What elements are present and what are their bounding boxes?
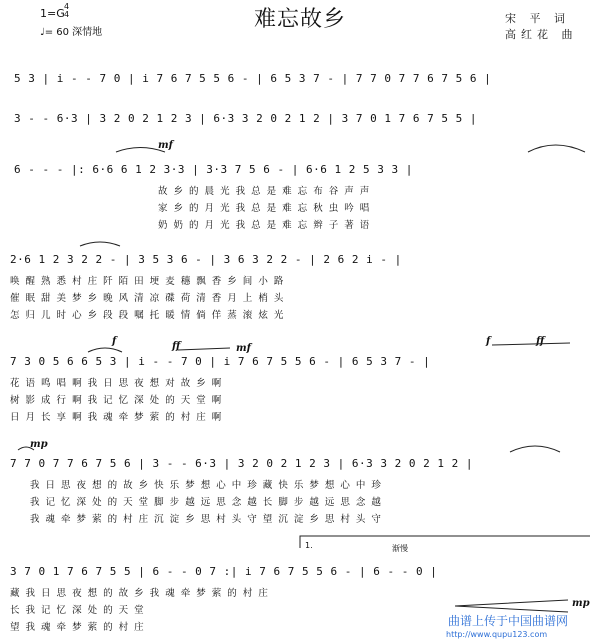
lyric-row-3-verse-1: 故 乡 的 晨 光 我 总 是 难 忘 布 谷 声 声	[158, 186, 371, 197]
slur-3	[80, 242, 120, 246]
time-denominator: 4	[64, 10, 70, 19]
lyric-row-3-verse-2: 家 乡 的 月 光 我 总 是 难 忘 秋 虫 吟 唱	[158, 203, 371, 214]
notation-row-7: 3 7 0 1 7 6 7 5 5 | 6 - - 0 7 :| i 7 6 7 5 5 6 - | 6 - - 0 |	[10, 565, 438, 578]
lyric-row-7-verse-3: 望 我 魂 牵 梦 萦 的 村 庄	[10, 622, 146, 633]
lyric-row-6-verse-3: 我 魂 牵 梦 萦 的 村 庄 沉 淀 乡 思 村 头 守 望 沉 淀 乡 思 村 头 守	[30, 514, 383, 525]
lyric-row-5-verse-1: 花 语 鸣 唱 啊 我 日 思 夜 想 对 故 乡 啊	[10, 378, 223, 389]
lyric-row-5-verse-3: 日 月 长 享 啊 我 魂 牵 梦 萦 的 村 庄 啊	[10, 412, 223, 423]
slur-2	[528, 145, 585, 152]
lyric-row-3-verse-3: 奶 奶 的 月 光 我 总 是 难 忘 辫 子 著 语	[158, 220, 371, 231]
time-numerator: 4	[64, 2, 70, 11]
footer-site-name: 曲谱上传于中国曲谱网	[448, 614, 569, 628]
volta-bracket	[300, 536, 590, 548]
dynamic-mp-2: mp	[572, 598, 590, 609]
slur-5	[510, 446, 560, 452]
tempo-slowing-mark: 渐慢	[392, 544, 408, 553]
dynamic-mp-1: mp	[30, 439, 48, 450]
notation-row-4: 2·6 1 2 3 2 2 - | 3 5 3 6 - | 3 6 3 2 2 - | 2 6 2 i - |	[10, 253, 402, 266]
lyric-row-5-verse-2: 树 影 成 行 啊 我 记 忆 深 处 的 天 堂 啊	[10, 395, 223, 406]
dynamic-mf-1: mf	[158, 140, 173, 151]
dynamic-ff-2: ff	[536, 336, 545, 347]
decrescendo-hairpin	[455, 600, 568, 612]
slur-4	[88, 348, 122, 352]
key-signature: 1=G	[40, 7, 65, 20]
crescendo-line-2	[492, 343, 570, 345]
notation-row-3: 6 - - - |: 6·6 6 1 2 3·3 | 3·3 7 5 6 - | 6·6 1 2 5 3 3 |	[14, 163, 413, 176]
lyric-row-4-verse-2: 催 眠 甜 美 梦 乡 晚 风 清 凉 碟 荷 清 香 月 上 梢 头	[10, 293, 285, 304]
dynamic-f-2: f	[486, 336, 491, 347]
notation-row-2: 3 - - 6·3 | 3 2 0 2 1 2 3 | 6·3 3 2 0 2 1 2 | 3 7 0 1 7 6 7 5 5 |	[14, 112, 477, 125]
lyric-row-6-verse-1: 我 日 思 夜 想 的 故 乡 快 乐 梦 想 心 中 珍 藏 快 乐 梦 想 心 中 珍	[30, 480, 383, 491]
slur-1	[116, 148, 165, 153]
lyric-row-7-verse-1: 藏 我 日 思 夜 想 的 故 乡 我 魂 牵 梦 萦 的 村 庄	[10, 588, 270, 599]
lyricist-credit: 宋 平 词	[505, 12, 570, 25]
notation-row-6: 7 7 0 7 7 6 7 5 6 | 3 - - 6·3 | 3 2 0 2 1 2 3 | 6·3 3 2 0 2 1 2 |	[10, 457, 473, 470]
dynamic-mf-2: mf	[236, 343, 251, 354]
notation-row-1: 5 3 | i - - 7 0 | i 7 6 7 5 5 6 - | 6 5 3 7 - | 7 7 0 7 7 6 7 5 6 |	[14, 72, 492, 85]
slur-6	[18, 447, 34, 450]
crescendo-line-1	[178, 348, 230, 350]
ending-1-marker: 1.	[305, 541, 313, 550]
footer-url: http://www.qupu123.com	[446, 630, 548, 639]
dynamic-f-1: f	[112, 336, 117, 347]
composer-credit: 高红花 曲	[505, 28, 578, 41]
lyric-row-4-verse-1: 唤 醒 熟 悉 村 庄 阡 陌 田 埂 麦 穗 飘 香 乡 间 小 路	[10, 276, 285, 287]
lyric-row-6-verse-2: 我 记 忆 深 处 的 天 堂 脚 步 越 远 思 念 越 长 脚 步 越 远 思 念 越	[30, 497, 383, 508]
lyric-row-7-verse-2: 长 我 记 忆 深 处 的 天 堂	[10, 605, 146, 616]
tempo-marking: ♩= 60 深情地	[40, 27, 103, 38]
dynamic-ff-1: ff	[172, 341, 181, 352]
notation-row-5: 7 3 0 5 6 6 5 3 | i - - 7 0 | i 7 6 7 5 5 6 - | 6 5 3 7 - |	[10, 355, 431, 368]
song-title: 难忘故乡	[253, 7, 346, 32]
lyric-row-4-verse-3: 怎 归 儿 时 心 乡 段 段 嘱 托 暖 情 倘 佯 蒸 滚 炫 光	[10, 310, 285, 321]
